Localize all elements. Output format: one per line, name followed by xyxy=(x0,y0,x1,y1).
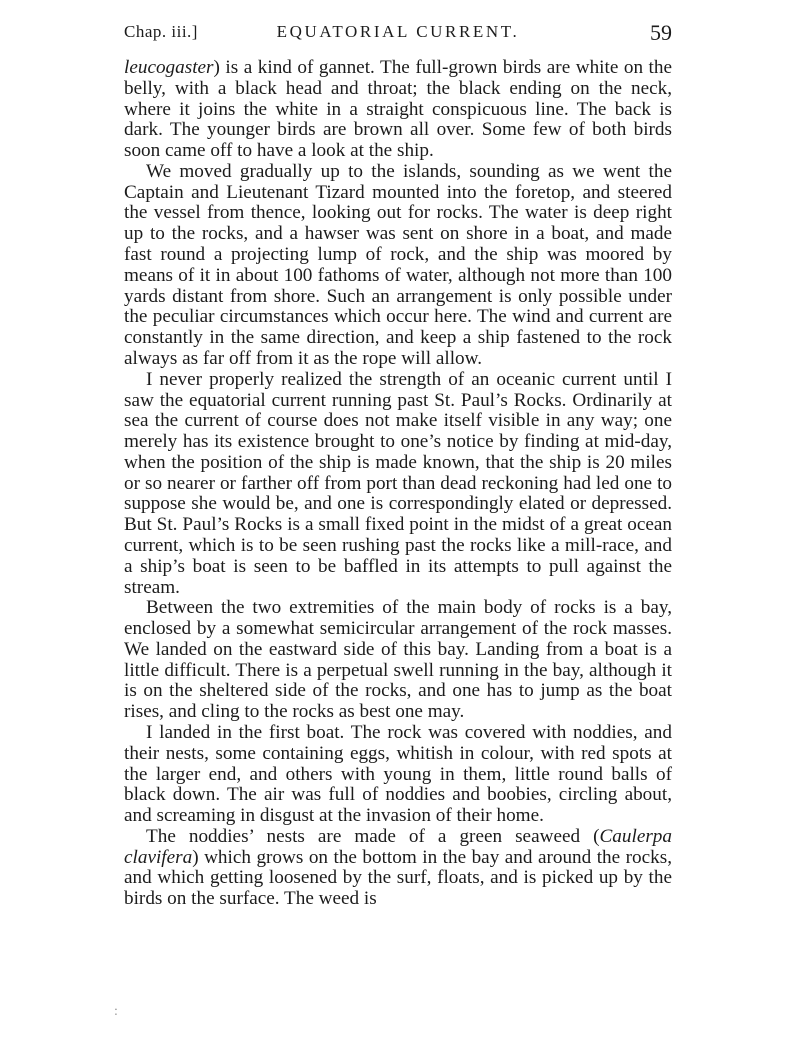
paragraph-6-text-after: ) which grows on the bottom in the bay and around the rocks, and which getting loosened by the surf, floats, and is picked up by the birds on the surface. The weed is xyxy=(124,846,672,910)
paragraph-6-text-before: The noddies’ nests are made of a green seaweed ( xyxy=(146,825,600,847)
chapter-label: Chap. iii.] xyxy=(124,22,198,41)
running-title: EQUATORIAL CURRENT. xyxy=(276,22,520,41)
paragraph-1 xyxy=(124,58,672,162)
paragraph-3: I never properly realized the strength of an oceanic current until I saw the equatorial current running past St. Paul’s Rocks. Ordinarily at sea the current of course does not make itself visible in any way; one merely has its existence brought to one’s notice by finding at mid-day, when the position of the ship is made known, that the ship is 20 miles or so nearer or farther off from port than dead reckoning had led one to suppose she would be, and one is correspondingly elated or depressed. But St. Paul’s Rocks is a small fixed point in the midst of a great ocean current, which is to be seen rushing past the rocks like a mill-race, and a ship’s boat is seen to be baffled in its attempts to pull against the stream. xyxy=(124,368,672,598)
page-number: 59 xyxy=(650,20,672,45)
running-head xyxy=(124,18,672,48)
paragraph-6 xyxy=(124,827,672,910)
seaweed-species-name: Caulerpa clavifera xyxy=(124,825,672,868)
paragraph-4: Between the two extremities of the main body of rocks is a bay, enclosed by a somewhat semicircular arrangement of the rock masses. We landed on the eastward side of this bay. Landing from a boat is a little difficult. There is a perpetual swell running in the bay, although it is on the sheltered side of the rocks, and one has to jump as the boat rises, and cling to the rocks as best one may. xyxy=(124,597,672,723)
margin-mark: : xyxy=(114,1004,118,1019)
paragraph-5: I landed in the first boat. The rock was covered with noddies, and their nests, some containing eggs, whitish in colour, with red spots at the larger end, and others with young in them, little round balls of black down. The air was full of noddies and boobies, circling about, and screaming in disgust at the invasion of their home. xyxy=(124,722,672,827)
body-text xyxy=(124,58,672,910)
paragraph-2: We moved gradually up to the islands, sounding as we went the Captain and Lieutenant Tizard mounted into the foretop, and steered the vessel from thence, looking out for rocks. The water is deep right up to the rocks, and a hawser was sent on shore in a boat, and made fast round a projecting lump of rock, and the ship was moored by means of it in about 100 fathoms of water, although not more than 100 yards distant from shore. Such an arrangement is only possible under the peculiar circumstances which occur here. The wind and current are constantly in the same direction, and keep a ship fastened to the rock always as far off from it as the rope will allow. xyxy=(124,160,672,369)
paragraph-1-text: ) is a kind of gannet. The full-grown birds are white on the belly, with a black head and throat; the black ending on the neck, where it joins the white in a straight conspicuous line. The back is dark. The younger birds are brown all over. Some few of both birds soon came off to have a look at the ship. xyxy=(124,57,672,162)
species-name: leucogaster xyxy=(124,57,214,78)
